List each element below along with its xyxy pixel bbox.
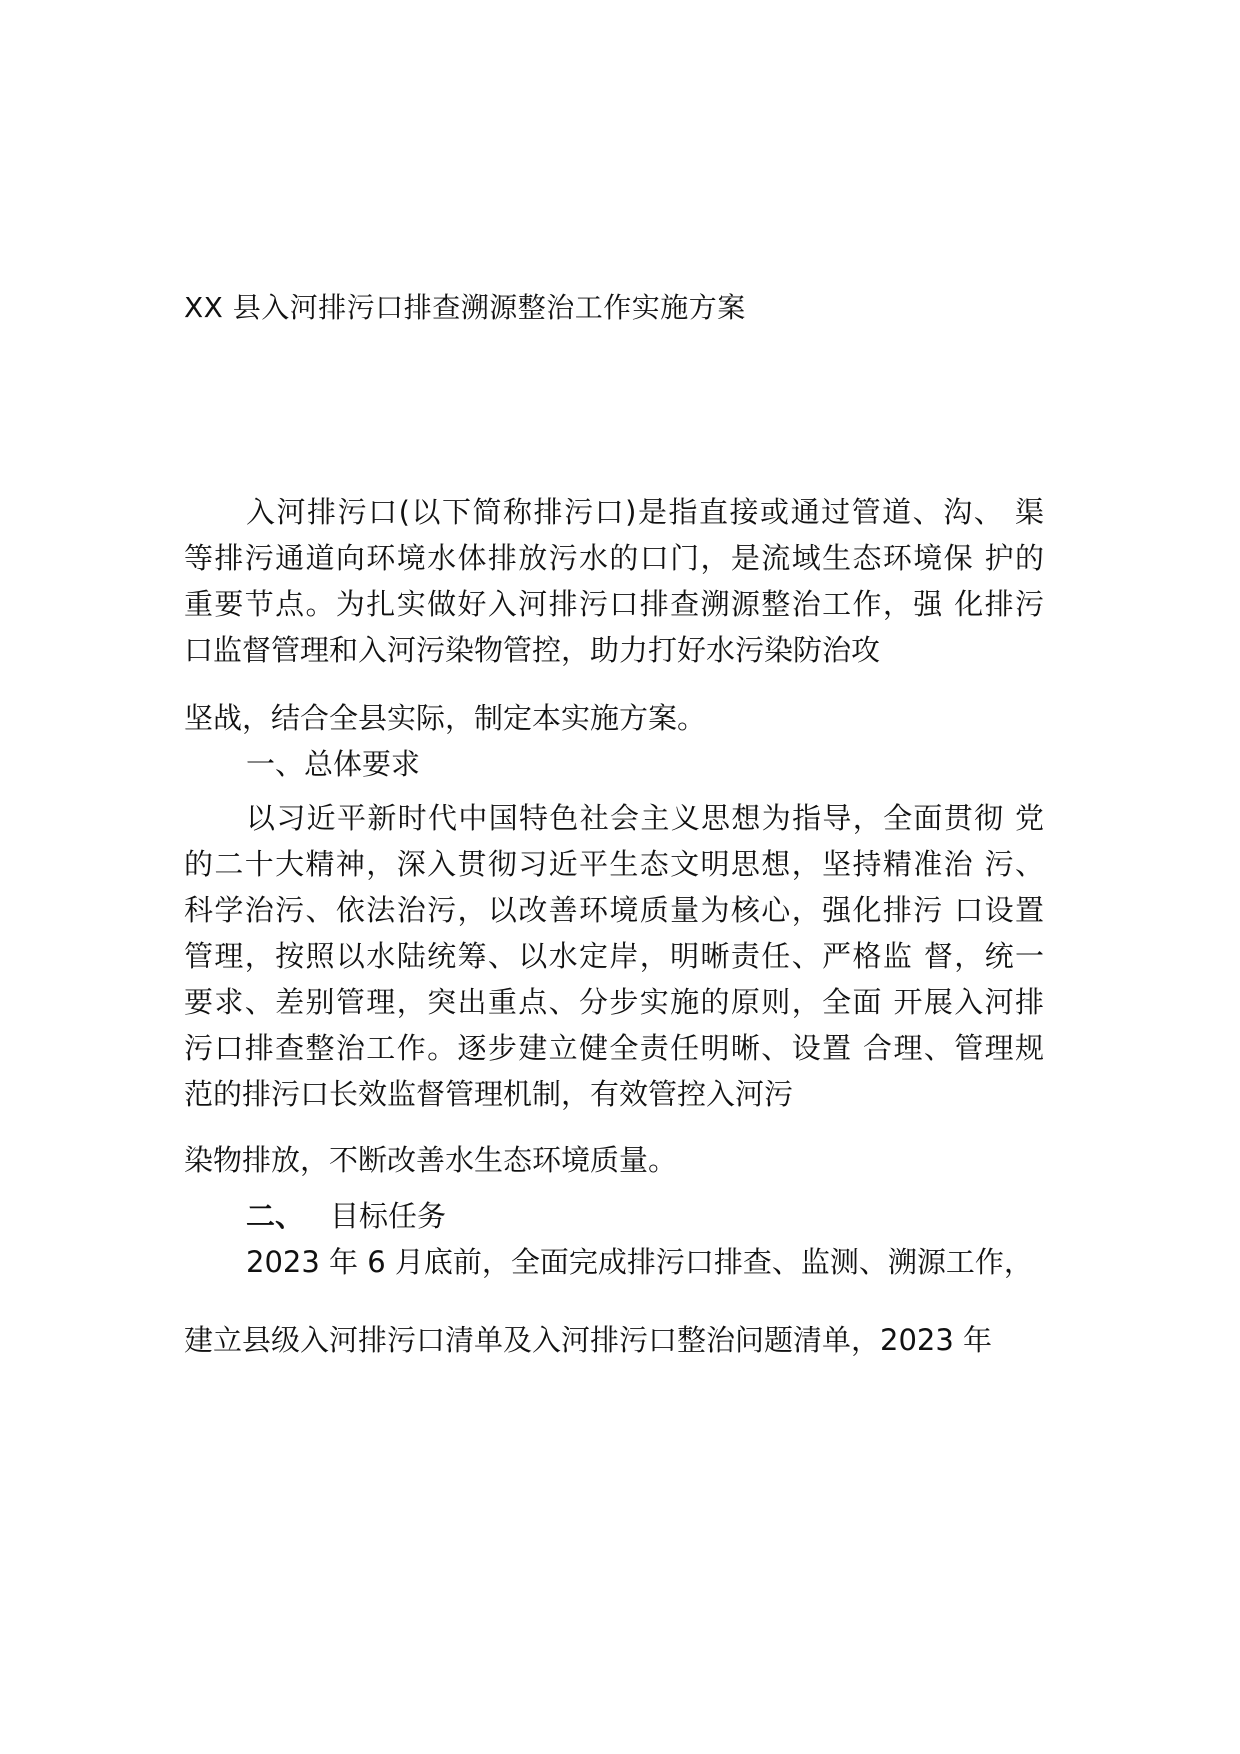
- section1-line-8: 染物排放，不断改善水生态环境质量。: [184, 1143, 678, 1177]
- intro-line-1: 入河排污口(以下简称排污口)是指直接或通过管道、沟、 渠: [246, 495, 1044, 529]
- section2-line-2: 建立县级入河排污口清单及入河排污口整治问题清单，2023 年: [184, 1323, 993, 1357]
- section2-line-1: 2023 年 6 月底前，全面完成排污口排查、监测、溯源工作，: [246, 1245, 1033, 1279]
- section1-line-1: 以习近平新时代中国特色社会主义思想为指导，全面贯彻 党: [246, 801, 1044, 835]
- section2-heading-text: 目标任务: [330, 1199, 447, 1233]
- intro-line-4: 口监督管理和入河污染物管控，助力打好水污染防治攻: [184, 633, 881, 667]
- section1-line-4: 管理，按照以水陆统筹、以水定岸，明晰责任、严格监 督，统一: [184, 939, 1044, 973]
- section2-heading-number: 二、: [246, 1199, 305, 1233]
- section1-line-3: 科学治污、依法治污，以改善环境质量为核心，强化排污 口设置: [184, 893, 1044, 927]
- section1-line-6: 污口排查整治工作。逐步建立健全责任明晰、设置 合理、管理规: [184, 1031, 1044, 1065]
- section1-line-2: 的二十大精神，深入贯彻习近平生态文明思想，坚持精准治 污、: [184, 847, 1044, 881]
- intro-line-3: 重要节点。为扎实做好入河排污口排查溯源整治工作，强 化排污: [184, 587, 1044, 621]
- section1-line-5: 要求、差别管理，突出重点、分步实施的原则，全面 开展入河排: [184, 985, 1044, 1019]
- section2-heading: [246, 1196, 446, 1236]
- section1-line-7: 范的排污口长效监督管理机制，有效管控入河污: [184, 1077, 794, 1111]
- document-title: XX 县入河排污口排查溯源整治工作实施方案: [184, 291, 746, 324]
- section1-heading: 一、总体要求: [246, 747, 421, 781]
- intro-line-2: 等排污通道向环境水体排放污水的口门，是流域生态环境保 护的: [184, 541, 1044, 575]
- intro-line-5: 坚战，结合全县实际，制定本实施方案。: [184, 701, 707, 735]
